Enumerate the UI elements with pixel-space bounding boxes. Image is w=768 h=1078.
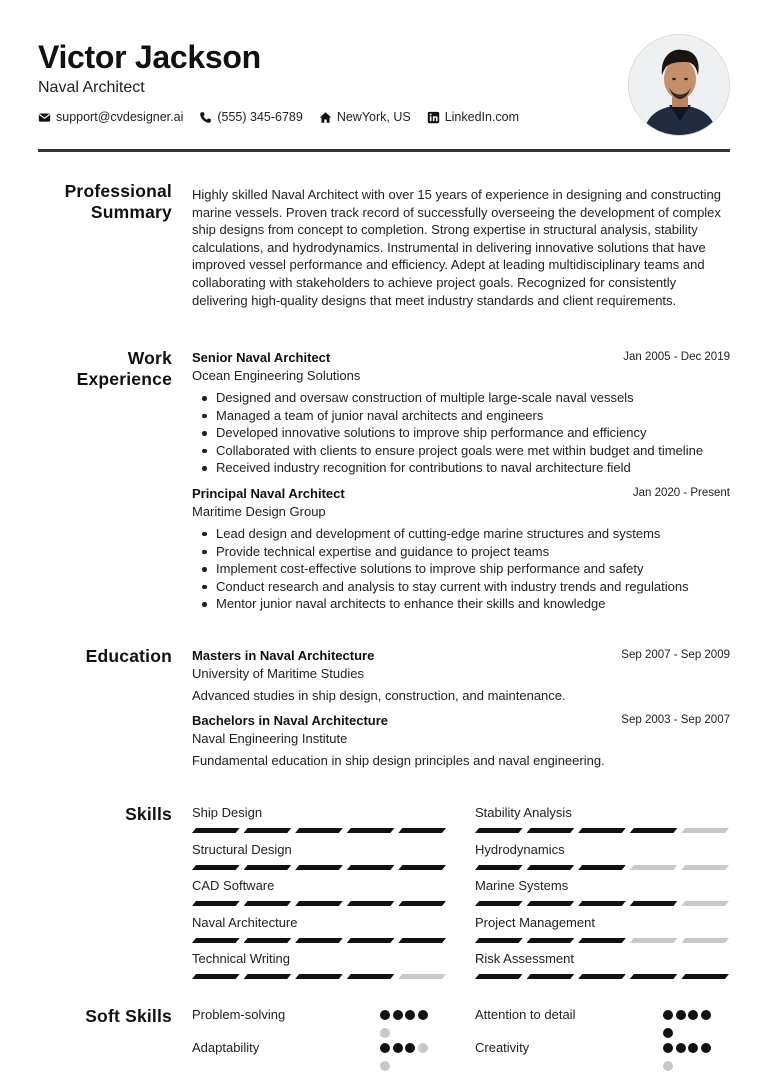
skill-item [475, 841, 729, 870]
home-icon [319, 111, 332, 124]
contact-email-text: support@cvdesigner.ai [56, 110, 184, 124]
skill-item [475, 914, 729, 943]
skill-name: Project Management [475, 915, 595, 930]
rating-dot-filled [663, 1010, 673, 1020]
skill-segment-filled [347, 865, 395, 870]
rating-dot-empty [663, 1061, 673, 1071]
skill-name: Stability Analysis [475, 805, 572, 820]
skill-level-bar [475, 901, 729, 906]
soft-skills-heading: Soft Skills [85, 1006, 172, 1026]
skill-level-bar [475, 938, 729, 943]
soft-skills-section [38, 1006, 730, 1074]
skill-segment-empty [398, 974, 446, 979]
rating-dot-filled [393, 1010, 403, 1020]
skill-item [192, 950, 446, 979]
skill-name: Naval Architecture [192, 915, 298, 930]
skill-segment-filled [295, 901, 343, 906]
candidate-role: Naval Architect [38, 79, 145, 96]
skill-segment-filled [192, 865, 240, 870]
skill-segment-filled [244, 974, 292, 979]
envelope-icon [38, 111, 51, 124]
job-bullet: Mentor junior naval architects to enhance their skills and knowledge [192, 595, 730, 613]
summary-section [38, 181, 730, 331]
job-title: Senior Naval Architect [192, 350, 331, 365]
skill-name: CAD Software [192, 878, 275, 893]
summary-heading-line2: Summary [90, 202, 172, 222]
soft-skill-name: Problem-solving [192, 1007, 286, 1022]
skill-segment-filled [295, 938, 343, 943]
skill-segment-filled [527, 865, 575, 870]
rating-dot-filled [380, 1043, 390, 1053]
soft-skill-name: Attention to detail [475, 1007, 576, 1022]
contact-location-text: NewYork, US [336, 110, 411, 124]
skill-segment-filled [347, 974, 395, 979]
contact-linkedin[interactable] [427, 110, 519, 124]
education-description: Advanced studies in ship design, construction, and maintenance. [192, 688, 566, 703]
skill-segment-empty [630, 865, 678, 870]
skill-item [192, 914, 446, 943]
skill-segment-filled [475, 974, 523, 979]
job-company: Ocean Engineering Solutions [192, 368, 361, 383]
rating-dot-filled [663, 1028, 673, 1038]
skill-segment-filled [244, 938, 292, 943]
contact-linkedin-text: LinkedIn.com [444, 110, 520, 124]
education-section [38, 646, 730, 786]
rating-dot-filled [418, 1010, 428, 1020]
soft-skill-item [192, 1039, 446, 1057]
rating-dot-filled [688, 1043, 698, 1053]
skill-segment-filled [295, 865, 343, 870]
soft-skill-item [475, 1039, 729, 1057]
skills-grid [192, 804, 730, 984]
skill-segment-filled [630, 828, 678, 833]
skill-name: Risk Assessment [475, 951, 574, 966]
skill-segment-filled [475, 938, 523, 943]
degree-title: Masters in Naval Architecture [192, 648, 375, 663]
education-description: Fundamental education in ship design principles and naval engineering. [192, 753, 605, 768]
skill-segment-filled [527, 938, 575, 943]
skills-heading: Skills [125, 804, 172, 824]
job-bullets [192, 525, 730, 613]
skill-segment-filled [527, 901, 575, 906]
skill-segment-filled [475, 828, 523, 833]
skill-segment-filled [527, 828, 575, 833]
skill-level-bar [475, 865, 729, 870]
rating-dot-filled [663, 1043, 673, 1053]
education-date: Sep 2007 - Sep 2009 [621, 649, 730, 661]
skill-item [192, 841, 446, 870]
school-name: University of Maritime Studies [192, 666, 364, 681]
education-date: Sep 2003 - Sep 2007 [621, 714, 730, 726]
education-heading: Education [85, 646, 172, 666]
skill-item [475, 804, 729, 833]
experience-heading-line2: Experience [76, 369, 172, 389]
job-bullet: Developed innovative solutions to improve ship performance and efficiency [192, 424, 730, 442]
skill-segment-empty [630, 938, 678, 943]
job-bullet: Designed and oversaw construction of multiple large-scale naval vessels [192, 389, 730, 407]
skill-name: Hydrodynamics [475, 842, 565, 857]
skill-name: Structural Design [192, 842, 292, 857]
rating-dot-filled [676, 1010, 686, 1020]
job-entry [192, 349, 730, 477]
resume-header [38, 38, 730, 152]
skill-segment-filled [398, 938, 446, 943]
rating-dot-filled [701, 1010, 711, 1020]
rating-dot-empty [418, 1043, 428, 1053]
job-company: Maritime Design Group [192, 503, 326, 519]
soft-skill-item [192, 1006, 446, 1024]
skill-segment-filled [347, 938, 395, 943]
skill-name: Technical Writing [192, 951, 291, 966]
summary-text: Highly skilled Naval Architect with over 15 years of experience in designing and constructing marine vessels. Proven track record of successfully overseeing the development of complex ship designs from concept to completion. Strong expertise in structural analysis, stability calculations, and hydrodynamics. Instrumental in delivering innovative solutions that have improved vessel performance and efficiency. Adept at leading multidisciplinary teams and collaborating with stakeholders to achieve project goals. Recognized for consistently delivering high-quality designs that meet industry standards and client requirements. [192, 187, 721, 308]
rating-dot-empty [380, 1028, 390, 1038]
skill-segment-filled [244, 865, 292, 870]
skill-segment-empty [681, 901, 729, 906]
soft-skill-rating [380, 1043, 440, 1078]
skill-segment-filled [578, 828, 626, 833]
skill-segment-filled [398, 828, 446, 833]
contact-list [38, 110, 730, 124]
skill-segment-empty [681, 828, 729, 833]
skill-segment-filled [398, 901, 446, 906]
job-bullet: Implement cost-effective solutions to improve ship performance and safety [192, 560, 730, 578]
skill-segment-empty [681, 865, 729, 870]
skill-segment-filled [630, 901, 678, 906]
school-name: Naval Engineering Institute [192, 731, 348, 746]
contact-location [319, 110, 411, 124]
skill-segment-filled [578, 938, 626, 943]
skill-level-bar [192, 828, 446, 833]
job-bullet: Conduct research and analysis to stay current with industry trends and regulations [192, 578, 730, 596]
skill-segment-filled [295, 974, 343, 979]
skill-segment-filled [681, 974, 729, 979]
rating-dot-filled [701, 1043, 711, 1053]
candidate-name: Victor Jackson [38, 39, 261, 75]
skill-level-bar [475, 828, 729, 833]
soft-skill-name: Adaptability [192, 1040, 260, 1055]
skill-segment-filled [192, 938, 240, 943]
skill-segment-filled [244, 901, 292, 906]
education-entry [192, 712, 730, 770]
job-bullet: Collaborated with clients to ensure project goals were met within budget and timeline [192, 442, 730, 460]
job-bullet: Lead design and development of cutting-edge marine structures and systems [192, 525, 730, 543]
rating-dot-filled [676, 1043, 686, 1053]
job-date: Jan 2020 - Present [632, 486, 730, 499]
experience-heading [38, 348, 172, 390]
rating-dot-filled [405, 1010, 415, 1020]
contact-phone[interactable] [199, 110, 302, 124]
skill-segment-filled [192, 901, 240, 906]
skill-segment-filled [578, 974, 626, 979]
header-divider [38, 149, 730, 152]
soft-skill-rating [663, 1043, 723, 1078]
skill-segment-empty [681, 938, 729, 943]
skill-segment-filled [527, 974, 575, 979]
rating-dot-filled [393, 1043, 403, 1053]
skill-level-bar [192, 974, 446, 979]
contact-phone-text: (555) 345-6789 [217, 110, 303, 124]
job-date: Jan 2005 - Dec 2019 [623, 351, 730, 363]
soft-skill-name: Creativity [475, 1040, 530, 1055]
education-entry [192, 647, 730, 705]
skill-level-bar [192, 865, 446, 870]
job-bullet: Managed a team of junior naval architects and engineers [192, 407, 730, 425]
skill-segment-filled [578, 865, 626, 870]
degree-title: Bachelors in Naval Architecture [192, 713, 389, 728]
job-bullet: Provide technical expertise and guidance to project teams [192, 543, 730, 561]
skill-item [192, 804, 446, 833]
summary-heading [38, 181, 172, 223]
job-bullet: Received industry recognition for contributions to naval architecture field [192, 459, 730, 477]
skill-level-bar [192, 901, 446, 906]
job-bullets [192, 389, 730, 477]
phone-icon [199, 111, 212, 124]
job-title: Principal Naval Architect [192, 485, 345, 501]
skill-level-bar [192, 938, 446, 943]
job-entry [192, 485, 730, 613]
skills-section [38, 804, 730, 984]
skill-level-bar [475, 974, 729, 979]
skill-item [475, 877, 729, 906]
rating-dot-filled [405, 1043, 415, 1053]
skill-segment-filled [398, 865, 446, 870]
skill-item [475, 950, 729, 979]
skill-segment-filled [475, 865, 523, 870]
contact-email[interactable] [38, 110, 183, 124]
skill-segment-filled [244, 828, 292, 833]
skill-segment-filled [630, 974, 678, 979]
skill-name: Marine Systems [475, 878, 569, 893]
rating-dot-filled [380, 1010, 390, 1020]
experience-section [38, 348, 730, 628]
skill-segment-filled [578, 901, 626, 906]
skill-segment-filled [347, 901, 395, 906]
soft-skill-item [475, 1006, 729, 1024]
experience-heading-line1: Work [127, 348, 172, 368]
skill-segment-filled [475, 901, 523, 906]
skill-segment-filled [192, 974, 240, 979]
profile-photo [628, 34, 730, 136]
rating-dot-filled [688, 1010, 698, 1020]
skill-segment-filled [347, 828, 395, 833]
skill-item [192, 877, 446, 906]
skill-name: Ship Design [192, 805, 263, 820]
skill-segment-filled [192, 828, 240, 833]
summary-heading-line1: Professional [64, 181, 172, 201]
rating-dot-empty [380, 1061, 390, 1071]
linkedin-icon [427, 111, 440, 124]
skill-segment-filled [295, 828, 343, 833]
